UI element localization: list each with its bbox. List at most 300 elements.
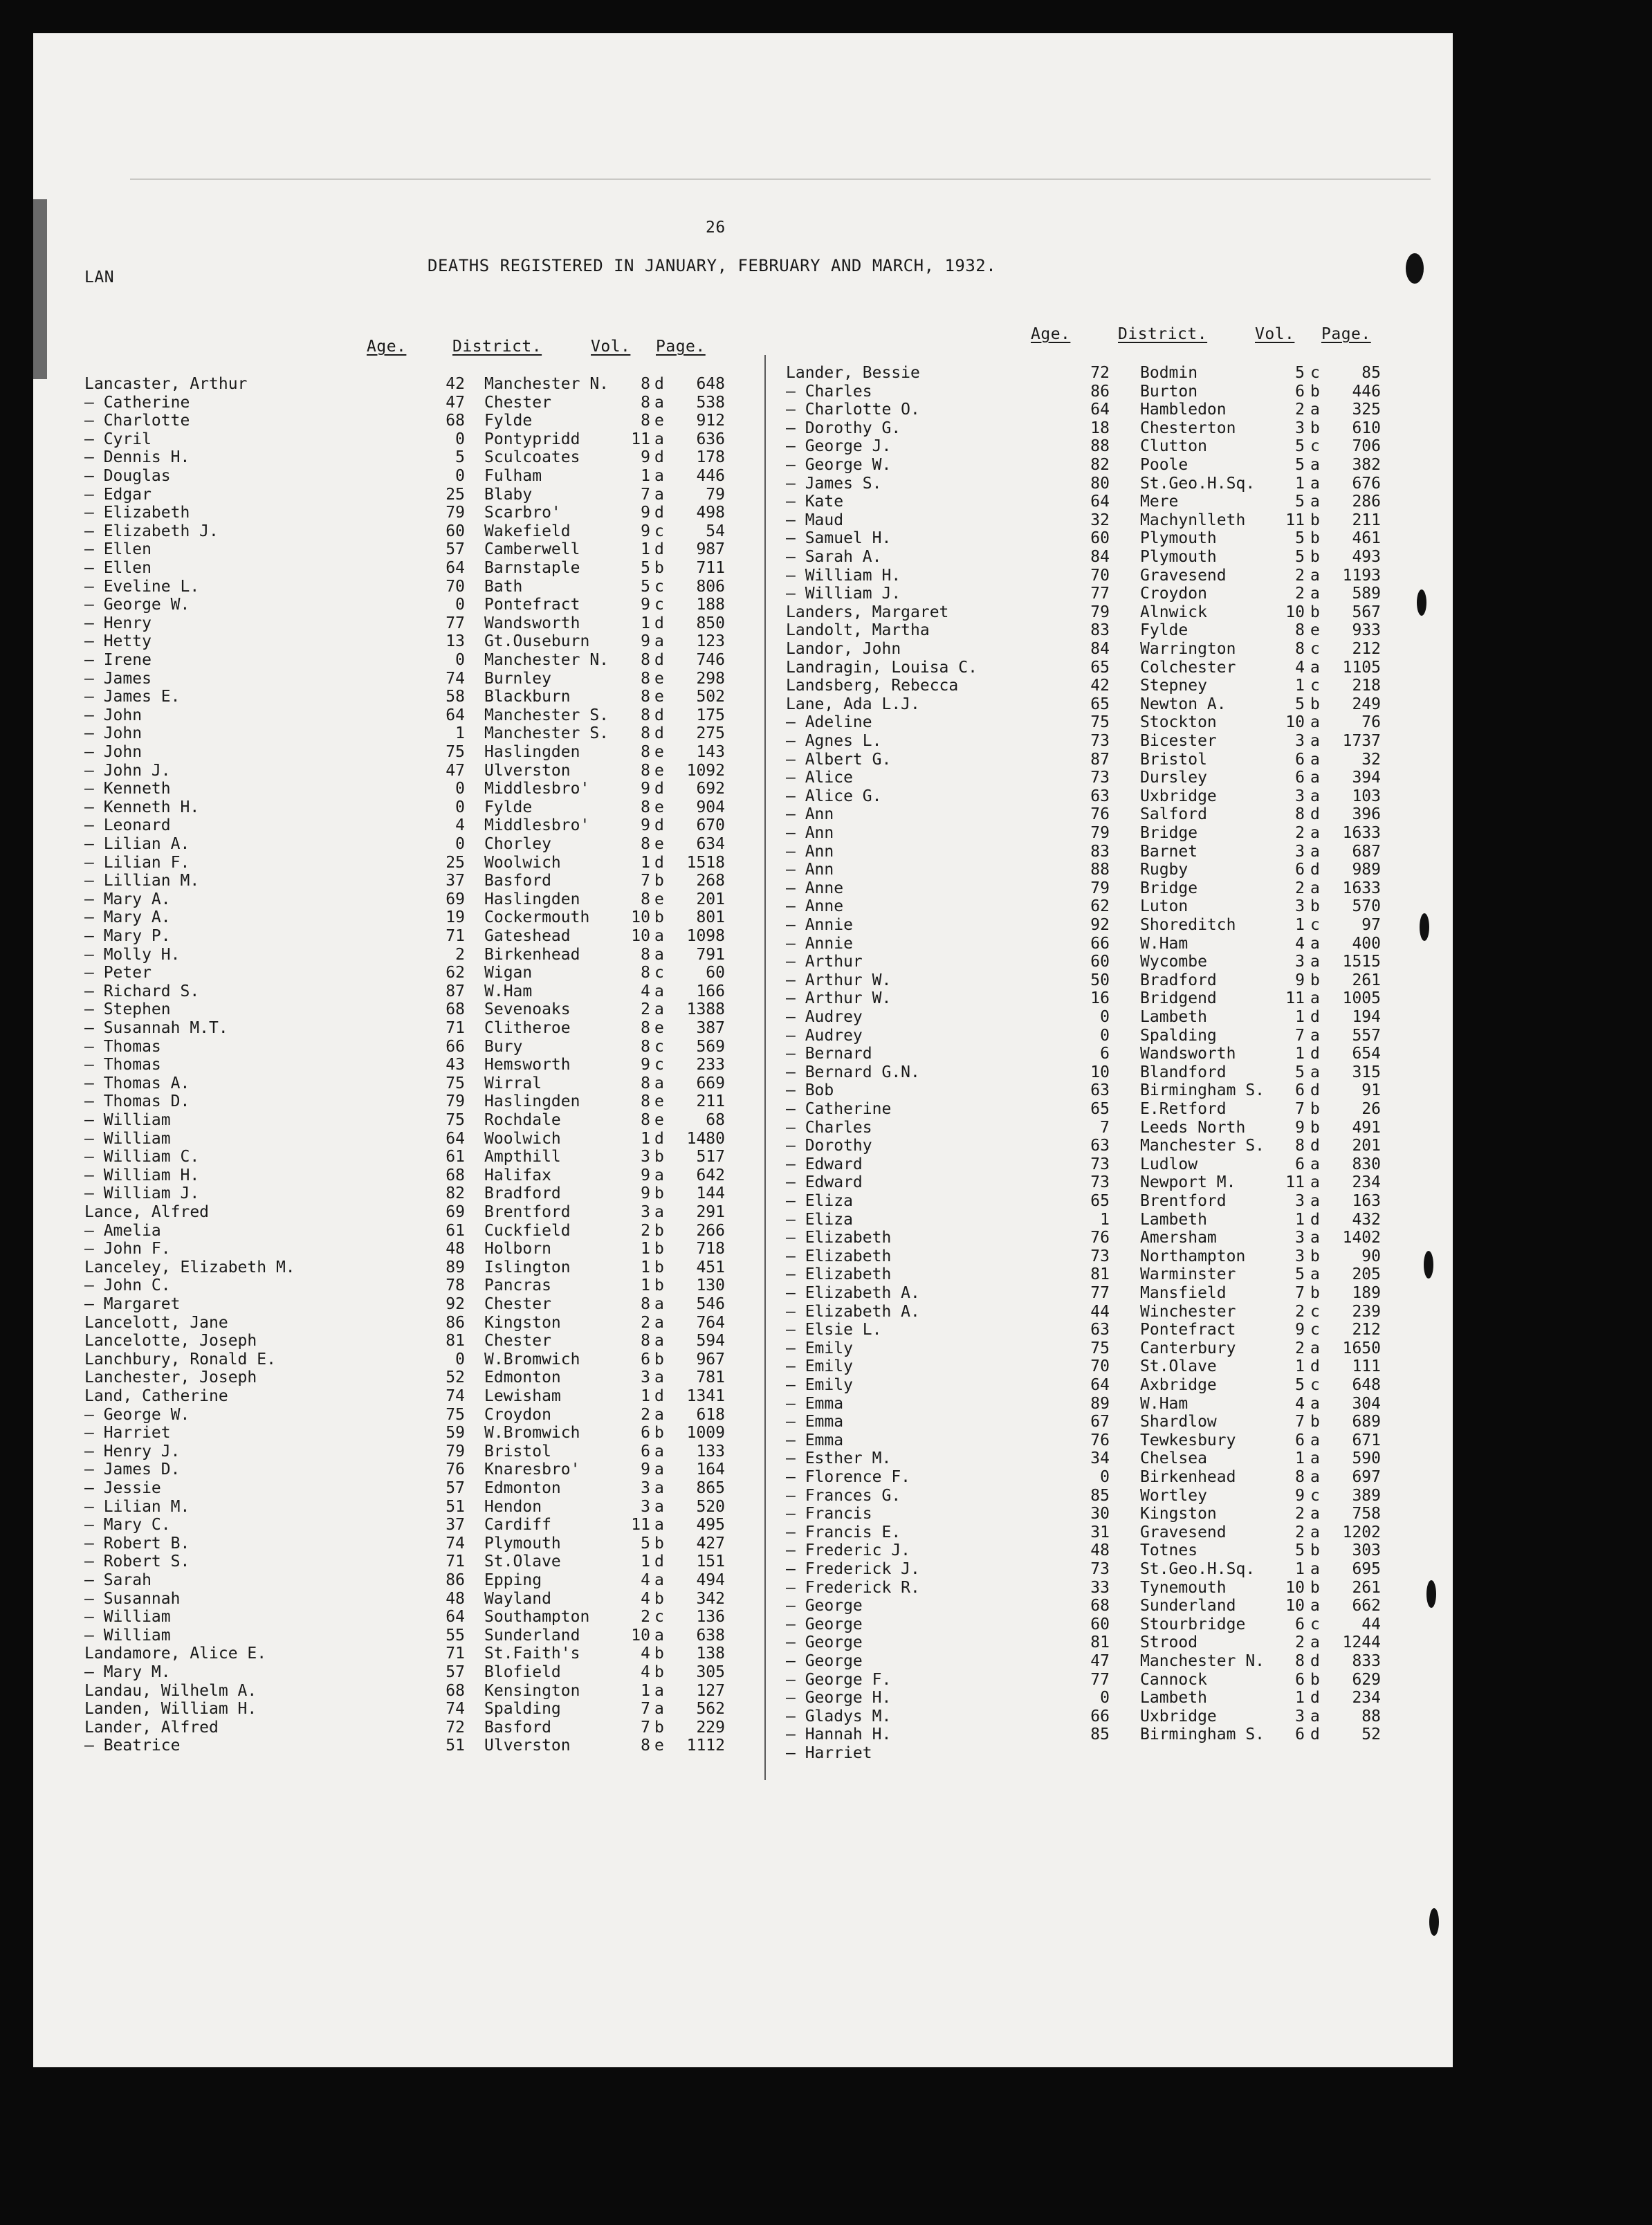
entry-name: — Audrey	[786, 1026, 863, 1045]
entry-page: 60	[706, 964, 725, 982]
entry-age: 47	[446, 761, 465, 780]
entry-volume: 2	[1295, 879, 1305, 897]
entry-volume-letter: b	[654, 872, 664, 890]
entry-district: Northampton	[1140, 1247, 1246, 1265]
register-entry	[84, 1240, 762, 1258]
entry-district: Chorley	[484, 835, 551, 853]
register-page	[33, 33, 1453, 2067]
entry-district: Burton	[1140, 382, 1198, 401]
register-entry	[753, 1449, 1431, 1467]
entry-name: — Bernard	[786, 1045, 872, 1063]
entry-volume-letter: a	[1310, 493, 1320, 511]
entry-volume-letter: a	[1310, 1265, 1320, 1284]
entry-name: — James S.	[786, 474, 882, 493]
entry-age: 61	[446, 1148, 465, 1166]
entry-age: 32	[1090, 511, 1110, 529]
entry-volume: 11	[631, 1516, 650, 1535]
entry-age: 55	[446, 1626, 465, 1645]
entry-page: 491	[1352, 1118, 1381, 1137]
entry-age: 72	[446, 1718, 465, 1737]
entry-district: Clutton	[1140, 437, 1207, 456]
entry-age: 79	[1090, 879, 1110, 897]
entry-page: 446	[696, 467, 725, 485]
entry-age: 7	[1100, 1118, 1110, 1137]
register-entry	[84, 688, 762, 706]
entry-volume: 5	[1295, 529, 1305, 548]
register-entry	[84, 1498, 762, 1516]
entry-name: — Alice G.	[786, 787, 882, 805]
register-entry	[753, 401, 1431, 419]
entry-page: 791	[696, 945, 725, 964]
entry-age: 77	[1090, 1284, 1110, 1302]
entry-volume: 1	[641, 467, 650, 485]
entry-volume-letter: b	[654, 1240, 664, 1258]
entry-volume: 7	[641, 872, 650, 890]
entry-age: 63	[1090, 1321, 1110, 1339]
entry-page: 79	[706, 485, 725, 504]
entry-age: 57	[446, 1479, 465, 1497]
entry-district: Manchester N.	[484, 651, 609, 669]
entry-volume: 1	[641, 1387, 650, 1405]
entry-page: 594	[696, 1332, 725, 1350]
entry-volume-letter: b	[1310, 1541, 1320, 1560]
register-entry	[84, 1700, 762, 1718]
entry-age: 58	[446, 688, 465, 706]
entry-district: Rochdale	[484, 1111, 561, 1129]
entry-volume: 8	[641, 835, 650, 853]
entry-district: Cuckfield	[484, 1221, 571, 1240]
entry-volume-letter: a	[654, 1442, 664, 1461]
entry-volume-letter: d	[654, 853, 664, 872]
entry-name: — Elizabeth A.	[786, 1302, 920, 1321]
register-entry	[753, 769, 1431, 787]
entry-name: — Beatrice	[84, 1737, 181, 1755]
register-entry	[84, 486, 762, 504]
entry-age: 42	[1090, 677, 1110, 695]
entry-page: 123	[696, 632, 725, 651]
entry-volume-letter: b	[1310, 1284, 1320, 1302]
entry-volume-letter: d	[654, 780, 664, 798]
register-entry	[753, 1725, 1431, 1743]
entry-age: 64	[1090, 401, 1110, 419]
entry-district: Burnley	[484, 669, 551, 688]
entry-volume: 8	[1295, 621, 1305, 640]
entry-volume: 10	[1285, 713, 1305, 732]
entry-name: — Kenneth	[84, 780, 171, 798]
entry-district: Basford	[484, 872, 551, 890]
register-entry	[84, 780, 762, 798]
entry-page: 494	[696, 1571, 725, 1589]
entry-volume-letter: b	[1310, 1578, 1320, 1597]
register-entry	[753, 1211, 1431, 1229]
entry-volume-letter: a	[1310, 879, 1320, 897]
entry-age: 73	[1090, 1173, 1110, 1192]
entry-volume: 10	[631, 927, 650, 945]
entry-district: Newton A.	[1140, 695, 1227, 713]
entry-volume-letter: c	[654, 964, 664, 982]
register-entry	[84, 1314, 762, 1332]
entry-age: 81	[446, 1332, 465, 1350]
left-page-heading: Page.	[656, 338, 706, 356]
register-entry	[753, 1265, 1431, 1283]
entry-volume: 7	[641, 485, 650, 504]
entry-volume: 9	[641, 816, 650, 835]
entry-name: — George	[786, 1615, 863, 1633]
entry-district: Warminster	[1140, 1265, 1236, 1284]
entry-volume-letter: b	[1310, 1413, 1320, 1431]
entry-volume-letter: a	[1310, 1026, 1320, 1045]
entry-district: Chester	[484, 1295, 551, 1313]
register-entry	[753, 695, 1431, 713]
entry-name: — Charles	[786, 1118, 872, 1137]
entry-volume-letter: b	[1310, 1247, 1320, 1265]
register-entry	[753, 916, 1431, 934]
entry-name: Landers, Margaret	[786, 603, 949, 621]
entry-name: — Susannah M.T.	[84, 1019, 228, 1037]
entry-page: 298	[696, 669, 725, 688]
entry-name: — Charlotte	[84, 412, 190, 430]
entry-page: 91	[1361, 1081, 1381, 1100]
register-entry	[753, 1395, 1431, 1413]
entry-volume: 5	[1295, 695, 1305, 713]
entry-volume: 8	[641, 706, 650, 724]
entry-volume: 8	[641, 412, 650, 430]
entry-volume-letter: a	[1310, 713, 1320, 732]
entry-district: Tewkesbury	[1140, 1431, 1236, 1449]
register-entry	[753, 1633, 1431, 1651]
entry-volume-letter: d	[1310, 861, 1320, 879]
entry-volume-letter: a	[654, 393, 664, 412]
entry-volume-letter: b	[654, 1148, 664, 1166]
register-entry	[84, 614, 762, 632]
entry-name: — Kate	[786, 493, 844, 511]
entry-district: Bradford	[484, 1184, 561, 1203]
entry-page: 695	[1352, 1560, 1381, 1578]
entry-page: 1633	[1342, 824, 1381, 842]
entry-district: Knaresbro'	[484, 1461, 580, 1479]
entry-volume-letter: a	[1310, 750, 1320, 769]
entry-age: 44	[1090, 1302, 1110, 1321]
register-entry	[753, 1100, 1431, 1118]
register-entry	[753, 935, 1431, 953]
entry-district: Uxbridge	[1140, 1707, 1217, 1725]
entry-volume: 9	[641, 504, 650, 522]
entry-volume-letter: a	[654, 1313, 664, 1332]
register-entry	[84, 1443, 762, 1461]
entry-volume: 3	[641, 1368, 650, 1387]
entry-name: — Emma	[786, 1394, 844, 1413]
entry-volume-letter: e	[654, 669, 664, 688]
entry-page: 234	[1352, 1689, 1381, 1707]
entry-page: 546	[696, 1295, 725, 1313]
entry-age: 64	[446, 706, 465, 724]
entry-district: Lewisham	[484, 1387, 561, 1405]
entry-age: 19	[446, 908, 465, 927]
entry-volume: 11	[631, 430, 650, 448]
entry-volume-letter: a	[1310, 989, 1320, 1008]
register-entry	[753, 751, 1431, 769]
right-age-heading: Age.	[1031, 325, 1071, 343]
entry-name: — Arthur W.	[786, 971, 892, 989]
entry-volume-letter: a	[654, 1405, 664, 1424]
entry-volume: 4	[641, 1663, 650, 1681]
entry-page: 1092	[686, 761, 725, 780]
register-entry	[753, 1652, 1431, 1670]
entry-volume-letter: d	[1310, 805, 1320, 824]
entry-name: — Lilian M.	[84, 1497, 190, 1516]
register-entry	[753, 1155, 1431, 1173]
entry-page: 557	[1352, 1026, 1381, 1045]
entry-age: 64	[446, 1608, 465, 1627]
entry-district: Leeds North	[1140, 1118, 1246, 1137]
entry-page: 989	[1352, 861, 1381, 879]
entry-volume: 5	[641, 559, 650, 577]
entry-name: — George	[786, 1597, 863, 1615]
entry-volume-letter: a	[1310, 1339, 1320, 1357]
entry-page: 495	[696, 1516, 725, 1535]
entry-page: 636	[696, 430, 725, 448]
entry-name: — Ann	[786, 824, 834, 842]
entry-district: Wakefield	[484, 522, 571, 540]
entry-volume-letter: e	[654, 1092, 664, 1111]
register-entry	[84, 706, 762, 724]
entry-district: Wigan	[484, 964, 533, 982]
page-number: 26	[706, 219, 726, 237]
entry-name: — Hannah H.	[786, 1725, 892, 1744]
register-entry	[753, 843, 1431, 861]
entry-page: 669	[696, 1074, 725, 1092]
entry-volume-letter: a	[1310, 1633, 1320, 1652]
entry-age: 92	[446, 1295, 465, 1313]
entry-age: 77	[1090, 585, 1110, 603]
entry-page: 32	[1361, 750, 1381, 769]
entry-age: 65	[1090, 1192, 1110, 1210]
entry-district: Pontefract	[484, 596, 580, 614]
entry-volume-letter: c	[1310, 1486, 1320, 1505]
entry-volume-letter: c	[1310, 1376, 1320, 1394]
entry-name: Lancelotte, Joseph	[84, 1332, 257, 1350]
entry-name: — Sarah A.	[786, 548, 882, 566]
entry-name: — Henry	[84, 614, 152, 632]
entry-name: — John F.	[84, 1240, 171, 1258]
entry-volume: 2	[1295, 1505, 1305, 1523]
entry-volume: 8	[641, 669, 650, 688]
entry-district: Amersham	[1140, 1229, 1217, 1247]
entry-name: — Kenneth H.	[84, 798, 200, 816]
register-entry	[84, 872, 762, 890]
entry-volume-letter: c	[1310, 437, 1320, 456]
register-entry	[753, 419, 1431, 437]
register-entry	[84, 762, 762, 780]
entry-district: Halifax	[484, 1166, 551, 1184]
entry-volume-letter: a	[1310, 566, 1320, 585]
entry-page: 325	[1352, 401, 1381, 419]
entry-district: Chester	[484, 1332, 551, 1350]
entry-district: Shardlow	[1140, 1413, 1217, 1431]
entry-name: — Elizabeth	[84, 504, 190, 522]
entry-volume-letter: c	[654, 596, 664, 614]
entry-name: Lanceley, Elizabeth M.	[84, 1258, 295, 1276]
entry-age: 84	[1090, 640, 1110, 658]
entry-volume: 9	[641, 1184, 650, 1203]
entry-volume-letter: a	[1310, 1394, 1320, 1413]
entry-name: — George F.	[786, 1670, 892, 1689]
entry-page: 850	[696, 614, 725, 632]
entry-district: Chester	[484, 393, 551, 412]
register-entry	[84, 1148, 762, 1166]
entry-volume: 3	[641, 1203, 650, 1221]
entry-name: Lander, Alfred	[84, 1718, 219, 1737]
entry-page: 85	[1361, 364, 1381, 382]
entry-name: — Frederick R.	[786, 1578, 920, 1597]
entry-page: 1480	[686, 1129, 725, 1148]
entry-volume-letter: e	[654, 743, 664, 761]
register-entry	[84, 1461, 762, 1478]
entry-district: Dursley	[1140, 769, 1207, 787]
entry-volume: 1	[641, 853, 650, 872]
entry-name: — Arthur W.	[786, 989, 892, 1008]
entry-page: 188	[696, 596, 725, 614]
entry-volume-letter: c	[1310, 1321, 1320, 1339]
register-entry	[84, 1719, 762, 1737]
entry-volume: 6	[641, 1442, 650, 1461]
register-entry	[753, 1376, 1431, 1394]
register-entry	[84, 1203, 762, 1221]
register-entry	[84, 1682, 762, 1700]
register-entry	[753, 1541, 1431, 1559]
entry-page: 1650	[1342, 1339, 1381, 1357]
entry-name: — Dennis H.	[84, 448, 190, 467]
entry-name: — Elizabeth	[786, 1265, 892, 1284]
entry-page: 68	[706, 1111, 725, 1129]
register-entry	[84, 1056, 762, 1074]
entry-district: Birmingham S.	[1140, 1081, 1265, 1100]
register-entry	[84, 522, 762, 540]
entry-age: 13	[446, 632, 465, 651]
entry-name: — Elizabeth J.	[84, 522, 219, 540]
entry-volume-letter: a	[1310, 1560, 1320, 1578]
register-entry	[84, 1608, 762, 1626]
entry-volume: 9	[641, 522, 650, 540]
entry-age: 2	[455, 945, 465, 964]
entry-name: — Bernard G.N.	[786, 1063, 920, 1081]
entry-district: Cannock	[1140, 1670, 1207, 1689]
entry-age: 92	[1090, 916, 1110, 934]
entry-district: Cardiff	[484, 1516, 551, 1535]
entry-volume-letter: b	[1310, 1100, 1320, 1118]
entry-age: 0	[1100, 1689, 1110, 1707]
entry-page: 130	[696, 1276, 725, 1295]
entry-name: — Catherine	[786, 1100, 892, 1118]
entry-volume: 1	[1295, 474, 1305, 493]
entry-volume: 5	[1295, 548, 1305, 566]
entry-district: Epping	[484, 1571, 542, 1589]
entry-volume: 5	[641, 577, 650, 596]
entry-volume: 3	[1295, 842, 1305, 861]
entry-age: 47	[1090, 1652, 1110, 1670]
entry-age: 66	[1090, 1707, 1110, 1725]
register-entry	[84, 1571, 762, 1589]
register-entry	[753, 437, 1431, 455]
entry-name: — Alice	[786, 769, 853, 787]
register-entry	[753, 364, 1431, 382]
entry-age: 10	[1090, 1063, 1110, 1081]
entry-district: Colchester	[1140, 658, 1236, 677]
entry-volume-letter: c	[654, 1037, 664, 1056]
entry-age: 25	[446, 485, 465, 504]
entry-district: Blandford	[1140, 1063, 1227, 1081]
entry-page: 1341	[686, 1387, 725, 1405]
entry-name: — Thomas A.	[84, 1074, 190, 1092]
entry-district: Holborn	[484, 1240, 551, 1258]
entry-page: 175	[696, 706, 725, 724]
entry-age: 50	[1090, 971, 1110, 989]
register-entry	[84, 1663, 762, 1681]
entry-volume: 6	[1295, 382, 1305, 401]
entry-page: 127	[696, 1681, 725, 1700]
entry-volume: 4	[641, 1589, 650, 1608]
entry-name: — Mary A.	[84, 908, 171, 927]
entry-district: Gateshead	[484, 927, 571, 945]
entry-volume-letter: d	[1310, 1357, 1320, 1376]
register-entry	[84, 1295, 762, 1313]
entry-age: 57	[446, 1663, 465, 1681]
entry-name: — Elizabeth	[786, 1229, 892, 1247]
entry-volume-letter: a	[654, 1166, 664, 1184]
entry-name: — Richard S.	[84, 982, 200, 1000]
entry-district: Mere	[1140, 493, 1179, 511]
entry-name: — William J.	[84, 1184, 200, 1203]
entry-volume-letter: b	[1310, 695, 1320, 713]
entry-district: Uxbridge	[1140, 787, 1217, 805]
entry-age: 64	[446, 1129, 465, 1148]
register-entry	[753, 383, 1431, 401]
entry-volume: 2	[1295, 585, 1305, 603]
register-entry	[753, 1339, 1431, 1357]
register-entry	[84, 1406, 762, 1424]
entry-name: Lance, Alfred	[84, 1203, 210, 1221]
entry-name: — Leonard	[84, 816, 171, 835]
entry-name: — Ann	[786, 842, 834, 861]
entry-volume: 1	[1295, 1045, 1305, 1063]
entry-age: 70	[1090, 1357, 1110, 1376]
entry-name: — Edward	[786, 1173, 863, 1192]
entry-district: Ampthill	[484, 1148, 561, 1166]
entry-age: 61	[446, 1221, 465, 1240]
register-entry	[753, 787, 1431, 805]
entry-name: — William H.	[84, 1166, 200, 1184]
entry-age: 16	[1090, 989, 1110, 1008]
register-entry	[753, 1487, 1431, 1505]
entry-volume-letter: d	[654, 651, 664, 669]
entry-name: — Hetty	[84, 632, 152, 651]
entry-volume: 7	[641, 1700, 650, 1719]
entry-district: Spalding	[484, 1700, 561, 1719]
entry-name: Lancelott, Jane	[84, 1313, 228, 1332]
entry-district: Poole	[1140, 456, 1188, 474]
entry-page: 427	[696, 1534, 725, 1553]
entry-volume-letter: a	[1310, 953, 1320, 971]
entry-volume-letter: a	[1310, 1173, 1320, 1192]
entry-volume: 9	[641, 632, 650, 651]
entry-district: Ludlow	[1140, 1155, 1198, 1173]
register-entry	[753, 1119, 1431, 1137]
entry-name: — Catherine	[84, 393, 190, 412]
entry-volume: 8	[641, 1332, 650, 1350]
entry-volume-letter: e	[654, 761, 664, 780]
entry-age: 71	[446, 927, 465, 945]
entry-volume-letter: a	[654, 1461, 664, 1479]
